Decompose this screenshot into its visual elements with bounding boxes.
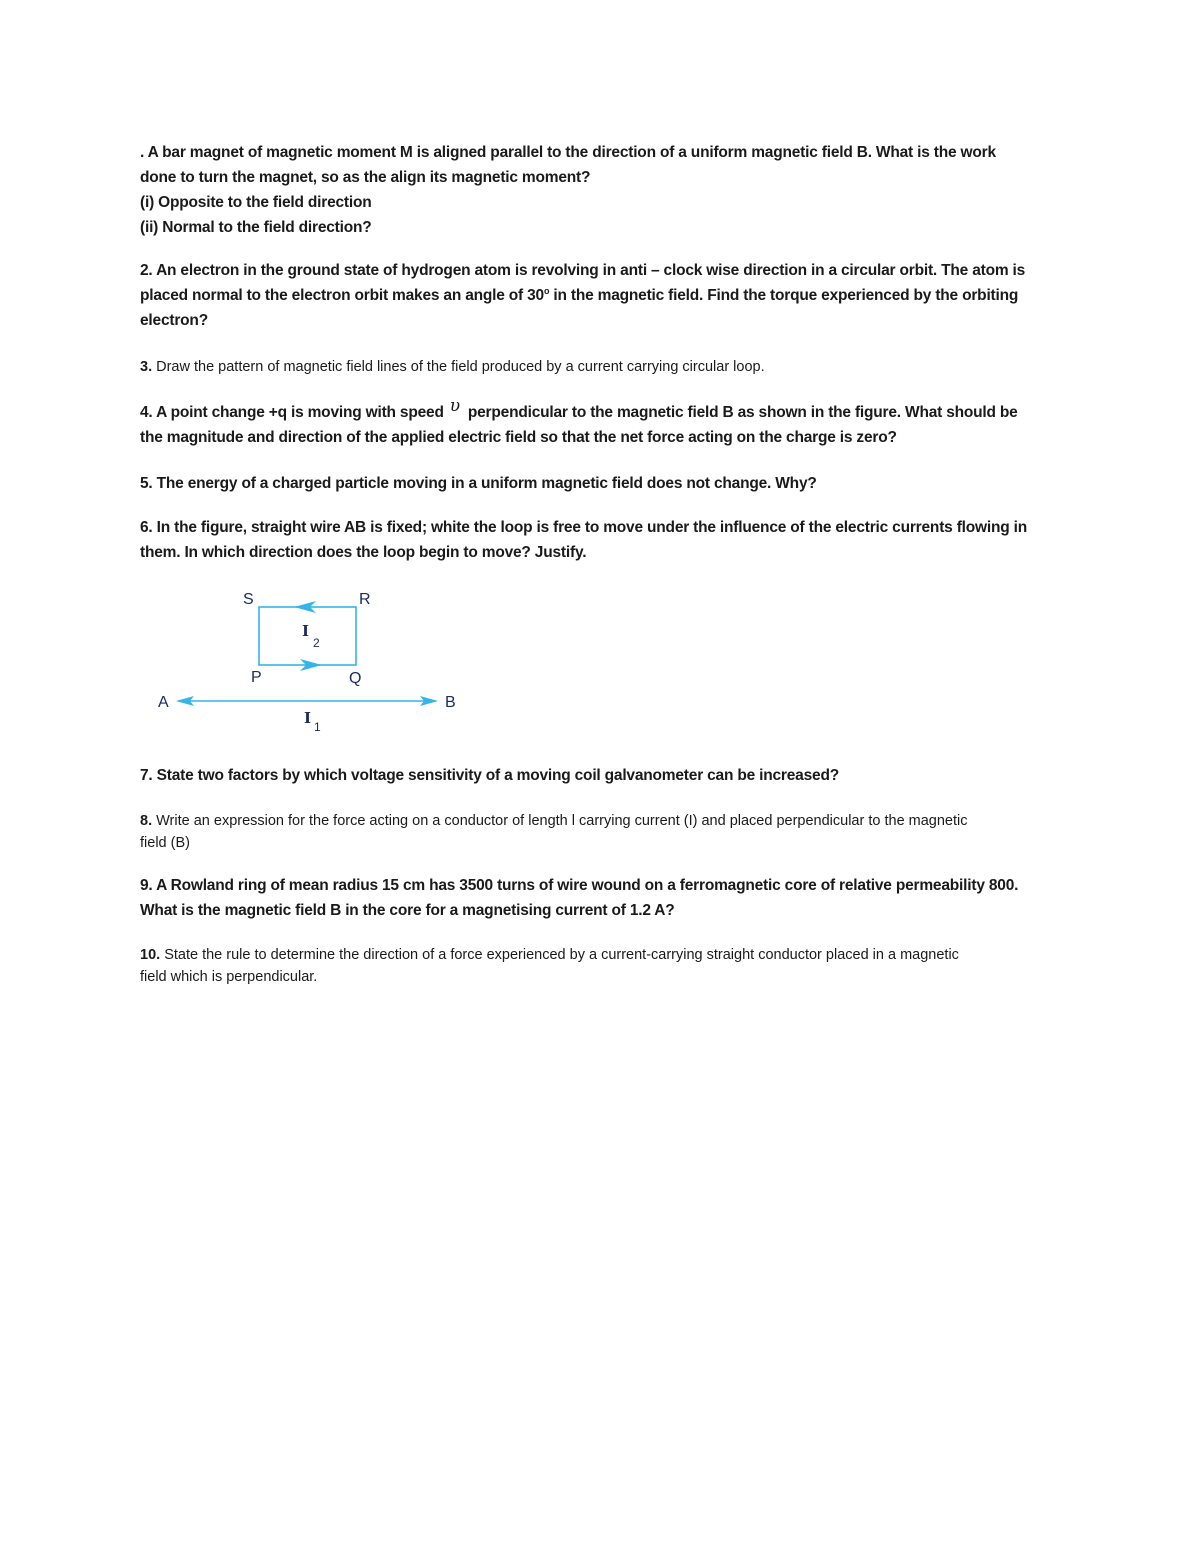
question-3-number: 3. [140,359,153,375]
question-4-text-1b: perpendicular to the magnetic field B as shown in the figure. What should be [467,404,1018,421]
question-1-line-2: done to turn the magnet, so as the align its magnetic moment? [140,169,591,186]
question-4-line-1 [140,396,1060,425]
question-9-line-1 [140,873,1060,898]
question-2-text-2a: placed normal to the electron orbit makes an angle of 30 [140,287,544,304]
question-3-text: Draw the pattern of magnetic field lines of the field produced by a current carrying circular loop. [156,359,765,375]
label-current-loop: I [302,622,310,640]
speed-symbol: υ [449,396,460,416]
question-6-text-1: In the figure, straight wire AB is fixed; white the loop is free to move under the influence of the electric currents flowing in [156,519,1028,536]
question-2-text-2b: in the magnetic field. Find the torque experienced by the orbiting [549,287,1019,304]
question-5 [140,471,1060,496]
question-5-line [140,471,1060,496]
question-9-text-1: A Rowland ring of mean radius 15 cm has 3500 turns of wire wound on a ferromagnetic core of relative permeability 800. [156,877,1019,894]
question-10-line-2: field which is perpendicular. [140,969,318,985]
question-4 [140,396,1060,450]
question-7-line [140,763,1060,788]
question-1-option-i: (i) Opposite to the field direction [140,194,372,211]
question-10-number: 10. [140,947,161,963]
straight-wire-ab [176,696,438,706]
question-8-number: 8. [140,813,153,829]
question-3 [140,356,1060,378]
question-5-text: The energy of a charged particle moving in a uniform magnetic field does not change. Why? [156,475,817,492]
question-8 [140,810,1060,854]
question-6-line-2: them. In which direction does the loop begin to move? Justify. [140,544,587,561]
circuit-figure [140,575,480,740]
question-5-number: 5. [140,475,153,492]
question-8-line-2: field (B) [140,835,190,851]
question-2-text-1: An electron in the ground state of hydrogen atom is revolving in anti – clock wise direction in a circular orbit. The atom is [156,262,1026,279]
label-r: R [359,591,371,608]
question-2 [140,258,1060,333]
question-4-line-2: the magnitude and direction of the applied electric field so that the net force acting on the charge is zero? [140,429,897,446]
question-10-line-1 [140,944,1060,966]
label-current-wire: I [304,709,312,727]
question-4-text-1a: A point change +q is moving with speed [156,404,444,421]
label-q: Q [349,670,362,687]
question-4-number: 4. [140,404,153,421]
question-10 [140,944,1060,988]
question-6 [140,515,1060,565]
question-2-line-3: electron? [140,312,208,329]
degree-symbol: o [543,285,550,296]
label-a: A [158,694,169,711]
label-p: P [251,669,262,686]
question-6-number: 6. [140,519,153,536]
label-current-wire-subscript: 1 [314,720,321,734]
question-2-line-2 [140,283,1060,308]
question-1-option-ii: (ii) Normal to the field direction? [140,219,372,236]
question-6-line-1 [140,515,1060,540]
question-9-line-2: What is the magnetic field B in the core for a magnetising current of 1.2 A? [140,902,675,919]
question-1-line-1: . A bar magnet of magnetic moment M is aligned parallel to the direction of a uniform magnetic field B. What is the work [140,144,996,161]
question-10-text-1: State the rule to determine the direction of a force experienced by a current-carrying straight conductor placed in a magnetic [164,947,959,963]
question-9-number: 9. [140,877,153,894]
question-8-text-1: Write an expression for the force acting on a conductor of length l carrying current (I) and placed perpendicular to the magnetic [156,813,968,829]
question-7-text: State two factors by which voltage sensitivity of a moving coil galvanometer can be increased? [156,767,839,784]
question-9 [140,873,1060,923]
question-8-line-1 [140,810,1060,832]
label-s: S [243,591,254,608]
label-b: B [445,694,456,711]
question-1 [140,140,1060,240]
question-7 [140,763,1060,788]
question-7-number: 7. [140,767,153,784]
label-current-loop-subscript: 2 [313,636,320,650]
question-2-number: 2. [140,262,153,279]
question-3-line [140,356,1060,378]
question-2-line-1 [140,258,1060,283]
